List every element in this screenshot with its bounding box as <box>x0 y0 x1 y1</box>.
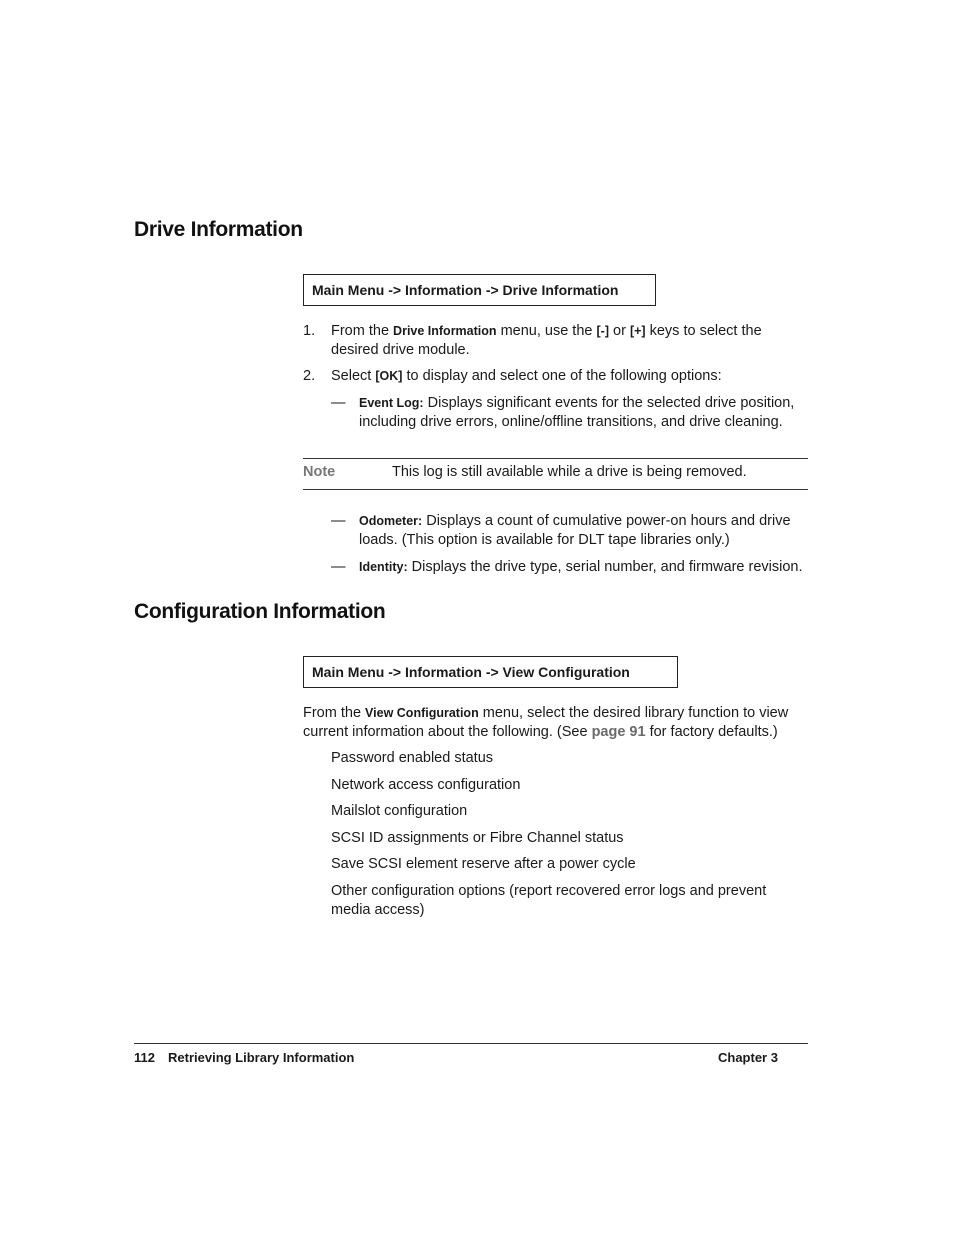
page-91-link[interactable]: page 91 <box>591 724 646 740</box>
configuration-information-heading: Configuration Information <box>134 600 386 623</box>
note-bottom-rule <box>303 489 808 490</box>
note-top-rule <box>303 458 808 459</box>
list-item: Mailslot configuration <box>331 803 468 819</box>
identity-option: Identity: Displays the drive type, serial number, and firmware revision. <box>359 559 803 575</box>
step-1-text: From the Drive Information menu, use the [-] or [+] keys to select the desired drive module. <box>331 323 762 358</box>
drive-information-keyword: Drive Information <box>393 324 497 338</box>
event-log-option: Event Log: Displays significant events for the selected drive position, including drive errors, online/offline transitions, and drive cleaning. <box>359 395 795 430</box>
list-item: Password enabled status <box>331 750 494 766</box>
step-1-number: 1. <box>303 323 316 339</box>
step-2-number: 2. <box>303 368 316 384</box>
drive-information-heading: Drive Information <box>134 218 303 241</box>
config-menu-path: Main Menu -> Information -> View Configuration <box>303 656 678 688</box>
view-configuration-keyword: View Configuration <box>365 706 479 720</box>
config-intro-text: From the View Configuration menu, select the desired library function to view current information about the following. (See page 91 for factory defaults.) <box>303 705 789 740</box>
odometer-option: Odometer: Displays a count of cumulative power-on hours and drive loads. (This option is available for DLT tape libraries only.) <box>359 513 791 548</box>
footer-page-number: 112 <box>134 1050 155 1065</box>
odometer-label: Odometer: <box>359 514 423 528</box>
minus-key-keyword: [-] <box>596 324 609 338</box>
footer-title: Retrieving Library Information <box>168 1050 355 1065</box>
list-item: Network access configuration <box>331 777 521 793</box>
odometer-dash: — <box>331 513 346 529</box>
list-item: Save SCSI element reserve after a power cycle <box>331 856 636 872</box>
identity-dash: — <box>331 559 346 575</box>
drive-menu-path: Main Menu -> Information -> Drive Information <box>303 274 656 306</box>
note-label: Note <box>303 464 336 480</box>
footer-chapter: Chapter 3 <box>718 1050 778 1065</box>
plus-key-keyword: [+] <box>629 324 646 338</box>
footer-rule <box>134 1043 808 1044</box>
identity-label: Identity: <box>359 560 408 574</box>
list-item: SCSI ID assignments or Fibre Channel status <box>331 830 624 846</box>
list-item: Other configuration options (report recovered error logs and prevent media access) <box>331 883 767 918</box>
note-text: This log is still available while a drive is being removed. <box>392 464 747 480</box>
event-log-dash: — <box>331 395 346 411</box>
step-2-text: Select [OK] to display and select one of the following options: <box>331 368 722 384</box>
ok-key-keyword: [OK] <box>375 369 403 383</box>
event-log-label: Event Log: <box>359 396 424 410</box>
